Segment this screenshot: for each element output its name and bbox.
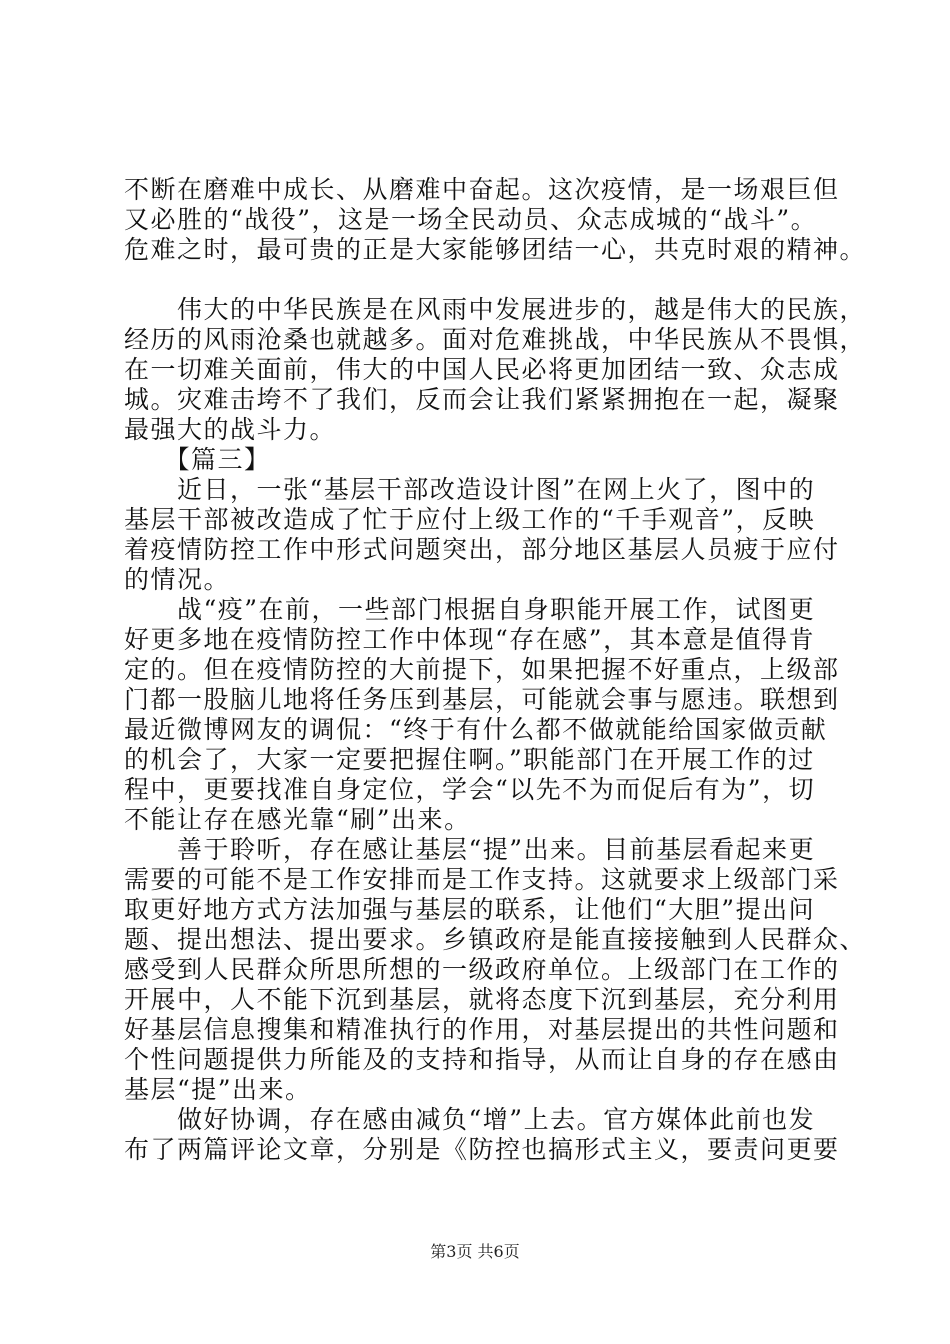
text-line: 基层“提”出来。 [124, 1075, 312, 1104]
text-line: 战“疫”在前，一些部门根据自身职能开展工作，试图更 [124, 595, 816, 624]
text-line: 不能让存在感光靠“刷”出来。 [124, 805, 471, 834]
page-number-footer: 第3页 共6页 [430, 1242, 520, 1261]
text-line: 危难之时，最可贵的正是大家能够团结一心，共克时艰的精神。 [124, 235, 867, 264]
text-line: 伟大的中华民族是在风雨中发展进步的，越是伟大的民族， [124, 295, 867, 324]
text-line: 做好协调，存在感由减负“增”上去。官方媒体此前也发 [124, 1105, 816, 1134]
text-line: 门都一股脑儿地将任务压到基层，可能就会事与愿违。联想到 [124, 685, 840, 714]
text-line: 最强大的战斗力。 [124, 415, 337, 444]
text-line: 取更好地方式方法加强与基层的联系，让他们“大胆”提出问 [124, 895, 816, 924]
text-line: 开展中，人不能下沉到基层，就将态度下沉到基层，充分利用 [124, 985, 840, 1014]
blank-line [124, 265, 844, 295]
text-line: 的机会了，大家一定要把握住啊。”职能部门在开展工作的过 [124, 745, 815, 774]
text-line: 的情况。 [124, 565, 231, 594]
text-line: 程中，更要找准自身定位，学会“以先不为而促后有为”，切 [124, 775, 816, 804]
text-line: 近日，一张“基层干部改造设计图”在网上火了，图中的 [124, 475, 816, 504]
text-line: 又必胜的“战役”，这是一场全民动员、众志成城的“战斗”。 [124, 205, 818, 234]
text-line: 经历的风雨沧桑也就越多。面对危难挑战，中华民族从不畏惧， [124, 325, 867, 354]
document-body [124, 175, 867, 1165]
text-line: 感受到人民群众所思所想的一级政府单位。上级部门在工作的 [124, 955, 840, 984]
text-line: 布了两篇评论文章，分别是《防控也搞形式主义，要责问更要 [124, 1135, 840, 1164]
text-line: 不断在磨难中成长、从磨难中奋起。这次疫情，是一场艰巨但 [124, 175, 840, 204]
section-heading: 【篇三】 [124, 445, 271, 474]
text-line: 城。灾难击垮不了我们，反而会让我们紧紧拥抱在一起，凝聚 [124, 385, 840, 414]
text-line: 题、提出想法、提出要求。乡镇政府是能直接接触到人民群众、 [124, 925, 867, 954]
text-line: 最近微博网友的调侃：“终于有什么都不做就能给国家做贡献 [124, 715, 828, 744]
text-line: 个性问题提供力所能及的支持和指导，从而让自身的存在感由 [124, 1045, 840, 1074]
text-line: 善于聆听，存在感让基层“提”出来。目前基层看起来更 [124, 835, 816, 864]
text-line: 好基层信息搜集和精准执行的作用，对基层提出的共性问题和 [124, 1015, 840, 1044]
text-line: 定的。但在疫情防控的大前提下，如果把握不好重点，上级部 [124, 655, 840, 684]
text-line: 在一切难关面前，伟大的中国人民必将更加团结一致、众志成 [124, 355, 840, 384]
text-line: 需要的可能不是工作安排而是工作支持。这就要求上级部门采 [124, 865, 840, 894]
text-line: 基层干部被改造成了忙于应付上级工作的“千手观音”，反映 [124, 505, 816, 534]
text-line: 好更多地在疫情防控工作中体现“存在感”，其本意是值得肯 [124, 625, 816, 654]
text-line: 着疫情防控工作中形式问题突出，部分地区基层人员疲于应付 [124, 535, 840, 564]
